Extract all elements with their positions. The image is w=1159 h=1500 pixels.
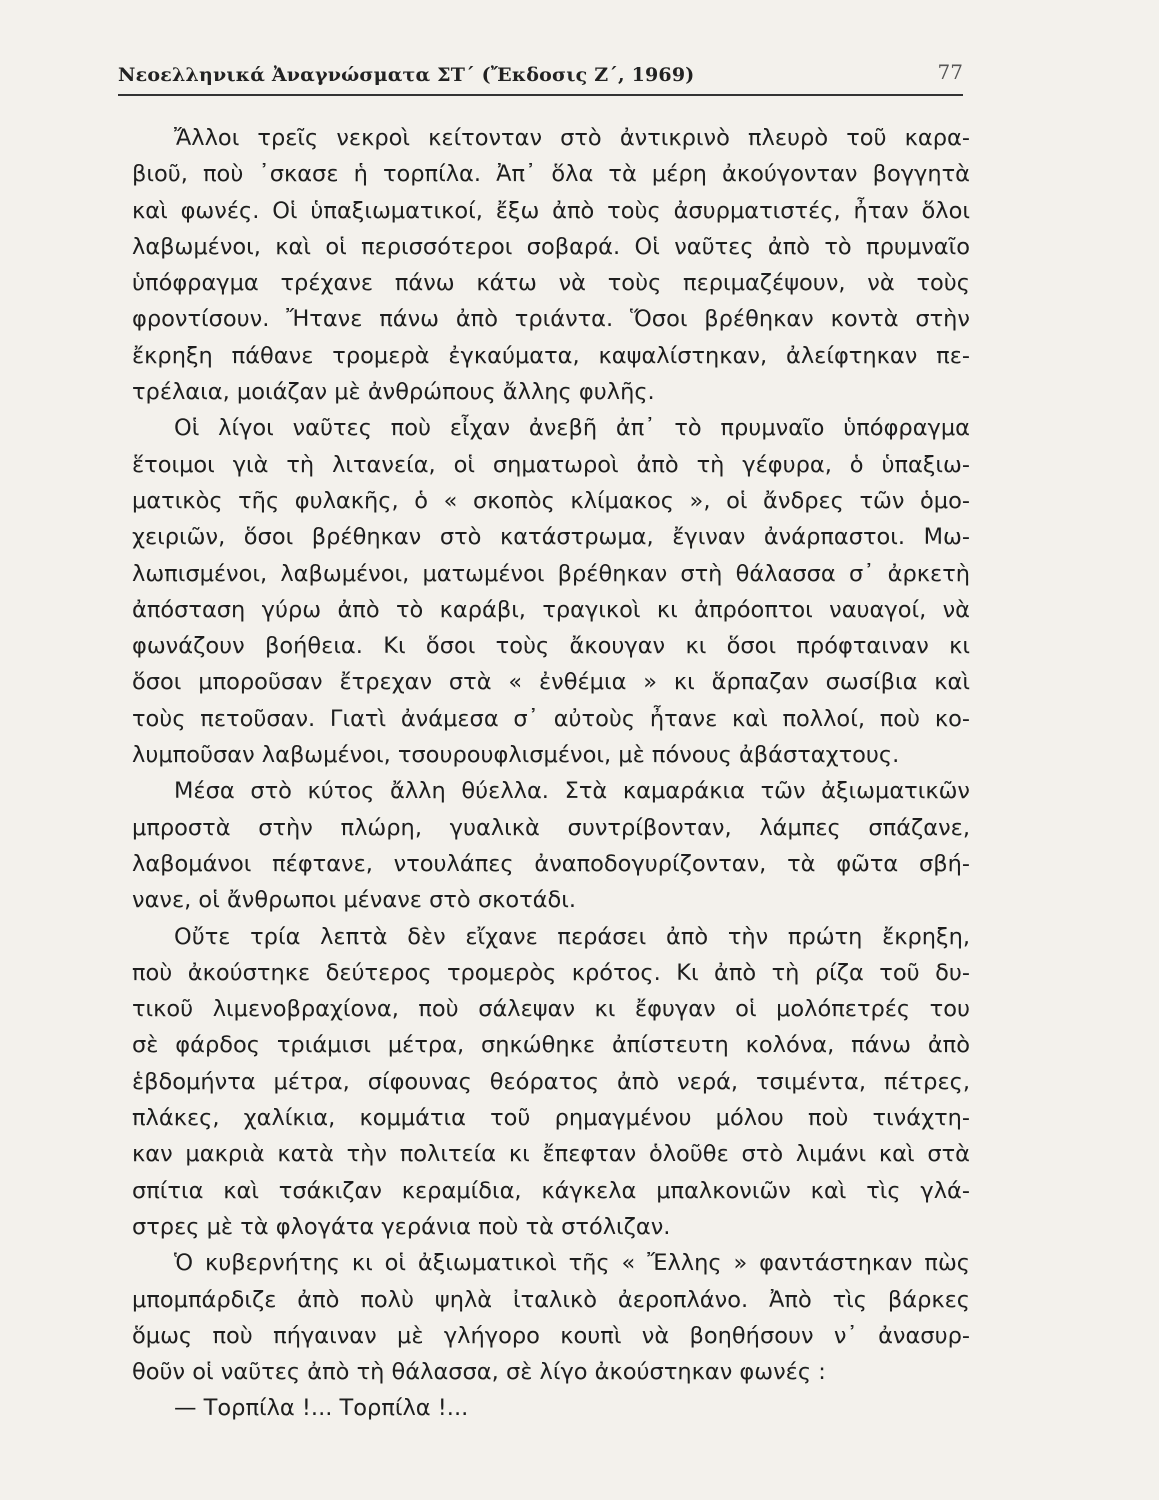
text-line: τικοῦ λιμενοβραχίονα, ποὺ σάλεψαν κι ἔφυγαν οἱ μολόπετρές του — [132, 996, 970, 1023]
text-line: ποὺ ἀκούστηκε δεύτερος τρομερὸς κρότος. Κι ἀπὸ τὴ ρίζα τοῦ δυ- — [132, 959, 970, 986]
text-line: ἑβδομήντα μέτρα, σίφουνας θεόρατος ἀπὸ νερά, τσιμέντα, πέτρες, — [132, 1068, 970, 1095]
header-rule — [118, 94, 963, 96]
running-title: Νεοελληνικά Ἀναγνώσματα ΣΤ΄ (Ἔκδοσις Ζ΄, 1969) — [118, 64, 695, 86]
text-line: μπομπάρδιζε ἀπὸ πολὺ ψηλὰ ἰταλικὸ ἀεροπλάνο. Ἀπὸ τὶς βάρκες — [132, 1286, 970, 1313]
body-text — [132, 120, 970, 1427]
text-line: Μέσα στὸ κύτος ἄλλη θύελλα. Στὰ καμαράκια τῶν ἀξιωματικῶν — [174, 778, 970, 805]
text-line: Ἄλλοι τρεῖς νεκροὶ κείτονταν στὸ ἀντικρινὸ πλευρὸ τοῦ καρα- — [174, 125, 970, 151]
text-line: ἕτοιμοι γιὰ τὴ λιτανεία, οἱ σηματωροὶ ἀπὸ τὴ γέφυρα, ὁ ὑπαξιω- — [132, 451, 970, 478]
text-line: σὲ φάρδος τριάμισι μέτρα, σηκώθηκε ἀπίστευτη κολόνα, πάνω ἀπὸ — [132, 1032, 970, 1059]
text-line: Οὔτε τρία λεπτὰ δὲν εἴχανε περάσει ἀπὸ τὴν πρώτη ἔκρηξη, — [174, 923, 970, 950]
text-line: Οἱ λίγοι ναῦτες ποὺ εἶχαν ἀνεβῆ ἀπ᾽ τὸ πρυμναῖο ὑπόφραγμα — [174, 415, 970, 442]
text-line: βιοῦ, ποὺ ᾽σκασε ἡ τορπίλα. Ἀπ᾽ ὅλα τὰ μέρη ἀκούγονταν βογγητὰ — [132, 161, 970, 188]
text-line: — Τορπίλα !... Τορπίλα !... — [174, 1395, 469, 1422]
text-line: τοὺς πετοῦσαν. Γιατὶ ἀνάμεσα σ᾽ αὐτοὺς ἦτανε καὶ πολλοί, ποὺ κο- — [132, 705, 970, 732]
text-line: θοῦν οἱ ναῦτες ἀπὸ τὴ θάλασσα, σὲ λίγο ἀκούστηκαν φωνές : — [132, 1359, 826, 1386]
text-line: τρέλαια, μοιάζαν μὲ ἀνθρώπους ἄλλης φυλῆς. — [132, 379, 655, 406]
text-line: φωνάζουν βοήθεια. Κι ὅσοι τοὺς ἄκουγαν κι ὅσοι πρόφταιναν κι — [132, 633, 970, 660]
text-line: ὅμως ποὺ πήγαιναν μὲ γλήγορο κουπὶ νὰ βοηθήσουν ν᾽ ἀνασυρ- — [132, 1322, 970, 1349]
text-line: μπροστὰ στὴν πλώρη, γυαλικὰ συντρίβονταν, λάμπες σπάζανε, — [132, 814, 970, 841]
text-line: ὅσοι μποροῦσαν ἔτρεχαν στὰ « ἐνθέμια » κι ἅρπαζαν σωσίβια καὶ — [132, 669, 970, 696]
text-line: καὶ φωνές. Οἱ ὑπαξιωματικοί, ἔξω ἀπὸ τοὺς ἀσυρματιστές, ἦταν ὅλοι — [132, 197, 970, 224]
text-line: στρες μὲ τὰ φλογάτα γεράνια ποὺ τὰ στόλιζαν. — [132, 1213, 671, 1240]
page-number: 77 — [937, 60, 963, 84]
page-header — [118, 60, 963, 96]
text-line: λαβομάνοι πέφτανε, ντουλάπες ἀναποδογυρίζονταν, τὰ φῶτα σβή- — [132, 850, 970, 877]
text-line: πλάκες, χαλίκια, κομμάτια τοῦ ρημαγμένου μόλου ποὺ τινάχτη- — [132, 1105, 970, 1132]
text-line: ἀπόσταση γύρω ἀπὸ τὸ καράβι, τραγικοὶ κι ἀπρόοπτοι ναυαγοί, νὰ — [132, 596, 970, 623]
text-line: λαβωμένοι, καὶ οἱ περισσότεροι σοβαρά. Οἱ ναῦτες ἀπὸ τὸ πρυμναῖο — [132, 233, 970, 260]
text-line: χειριῶν, ὅσοι βρέθηκαν στὸ κατάστρωμα, ἔγιναν ἀνάρπαστοι. Μω- — [132, 524, 970, 551]
text-line: λυμποῦσαν λαβωμένοι, τσουρουφλισμένοι, μὲ πόνους ἀβάσταχτους. — [132, 742, 900, 769]
text-line: σπίτια καὶ τσάκιζαν κεραμίδια, κάγκελα μπαλκονιῶν καὶ τὶς γλά- — [132, 1177, 970, 1204]
text-line: λωπισμένοι, λαβωμένοι, ματωμένοι βρέθηκαν στὴ θάλασσα σ᾽ ἀρκετὴ — [132, 560, 970, 587]
text-line: νανε, οἱ ἄνθρωποι μένανε στὸ σκοτάδι. — [132, 887, 577, 914]
text-line: καν μακριὰ κατὰ τὴν πολιτεία κι ἔπεφταν ὁλοῦθε στὸ λιμάνι καὶ στὰ — [132, 1141, 970, 1168]
text-line: ματικὸς τῆς φυλακῆς, ὁ « σκοπὸς κλίμακος », οἱ ἄνδρες τῶν ὁμο- — [132, 487, 970, 514]
text-line: φροντίσουν. Ἤτανε πάνω ἀπὸ τριάντα. Ὅσοι βρέθηκαν κοντὰ στὴν — [132, 306, 970, 333]
text-line: Ὁ κυβερνήτης κι οἱ ἀξιωματικοὶ τῆς « Ἔλλης » φαντάστηκαν πὼς — [174, 1250, 970, 1277]
text-line: ὑπόφραγμα τρέχανε πάνω κάτω νὰ τοὺς περιμαζέψουν, νὰ τοὺς — [132, 270, 970, 297]
text-line: ἔκρηξη πάθανε τρομερὰ ἐγκαύματα, καψαλίστηκαν, ἀλείφτηκαν πε- — [132, 342, 970, 369]
